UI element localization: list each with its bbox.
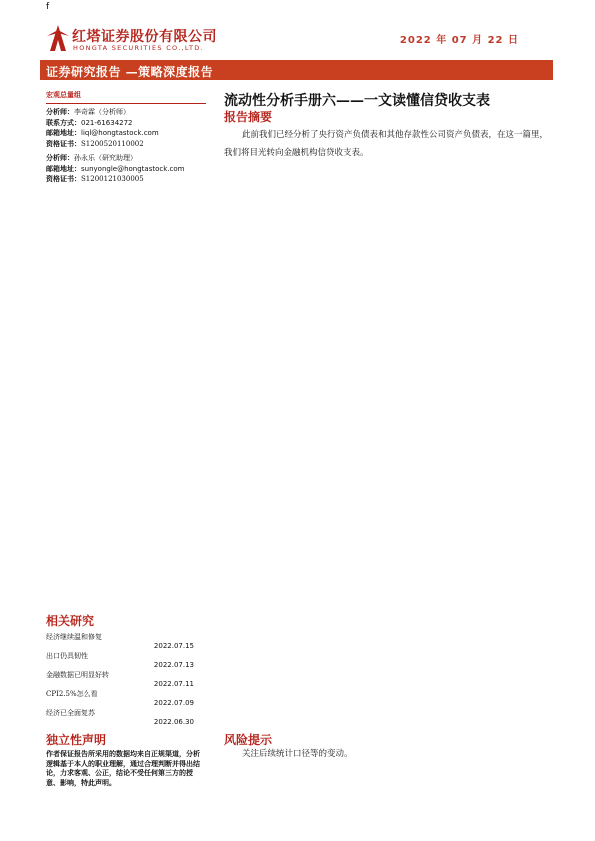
team-name: 宏观总量组	[46, 90, 206, 104]
risk-heading: 风险提示	[224, 733, 273, 747]
related-date: 2022.07.15	[153, 642, 194, 650]
analyst-email[interactable]: liql@hongtastock.com	[81, 129, 159, 137]
company-logo	[46, 22, 221, 56]
related-title: 出口仍具韧性	[46, 652, 88, 660]
analyst-cert: S1200121030005	[81, 175, 144, 183]
independence-heading: 独立性声明	[46, 733, 107, 747]
field-label: 资格证书：	[46, 174, 81, 183]
related-research-list	[46, 632, 194, 727]
list-item[interactable]	[46, 651, 194, 670]
related-date: 2022.07.13	[153, 661, 194, 669]
related-date: 2022.06.30	[153, 718, 194, 726]
report-date: 2022 年 07 月 22 日	[399, 35, 519, 46]
list-item[interactable]	[46, 632, 194, 651]
report-type-banner	[40, 60, 553, 80]
summary-text: 此前我们已经分析了央行资产负债表和其他存款性公司资产负债表，在这一篇里，我们将目光转向金融机构信贷收支表。	[224, 130, 549, 158]
analyst-phone: 021-61634272	[81, 118, 133, 127]
risk-text: 关注后续统计口径等的变动。	[242, 749, 353, 759]
list-item[interactable]	[46, 670, 194, 689]
stray-character: f	[46, 2, 50, 12]
analyst-email[interactable]: sunyongle@hongtastock.com	[81, 164, 185, 173]
related-title: CPI2.5%怎么看	[46, 690, 98, 698]
company-name-cn: 红塔证券股份有限公司	[72, 29, 217, 45]
related-research-heading: 相关研究	[46, 614, 95, 628]
field-label: 联系方式：	[46, 117, 81, 127]
analyst-cert: S1200520110002	[81, 139, 144, 148]
list-item[interactable]	[46, 689, 194, 708]
analyst-name: 孙永乐（研究助理）	[74, 154, 137, 162]
related-title: 经济已全面复苏	[46, 709, 95, 717]
related-title: 经济继续温和修复	[46, 633, 102, 641]
field-label: 邮箱地址：	[46, 128, 81, 137]
related-date: 2022.07.09	[153, 699, 194, 707]
analyst-block	[46, 107, 206, 149]
related-date: 2022.07.11	[153, 680, 194, 688]
analyst-sidebar	[46, 90, 206, 185]
related-title: 金融数据已明显好转	[46, 671, 109, 679]
analyst-name: 李奇霖（分析师）	[74, 108, 130, 116]
analyst-block	[46, 153, 206, 185]
company-name-en: HONGTA SECURITIES CO.,LTD.	[73, 44, 204, 52]
banner-text: 证券研究报告 —策略深度报告	[46, 65, 214, 79]
field-label: 邮箱地址：	[46, 163, 81, 173]
list-item[interactable]	[46, 708, 194, 727]
report-title: 流动性分析手册六——一文读懂信贷收支表	[224, 93, 490, 109]
summary-heading: 报告摘要	[224, 110, 273, 124]
tower-logo-icon	[46, 24, 70, 52]
field-label: 资格证书：	[46, 138, 81, 148]
field-label: 分析师：	[46, 153, 74, 162]
independence-text: 作者保证报告所采用的数据均来自正规渠道，分析逻辑基于本人的职业理解，通过合理判断并得出结论，力求客观、公正，结论不受任何第三方的授意、影响，特此声明。	[46, 749, 200, 787]
field-label: 分析师：	[46, 107, 74, 116]
